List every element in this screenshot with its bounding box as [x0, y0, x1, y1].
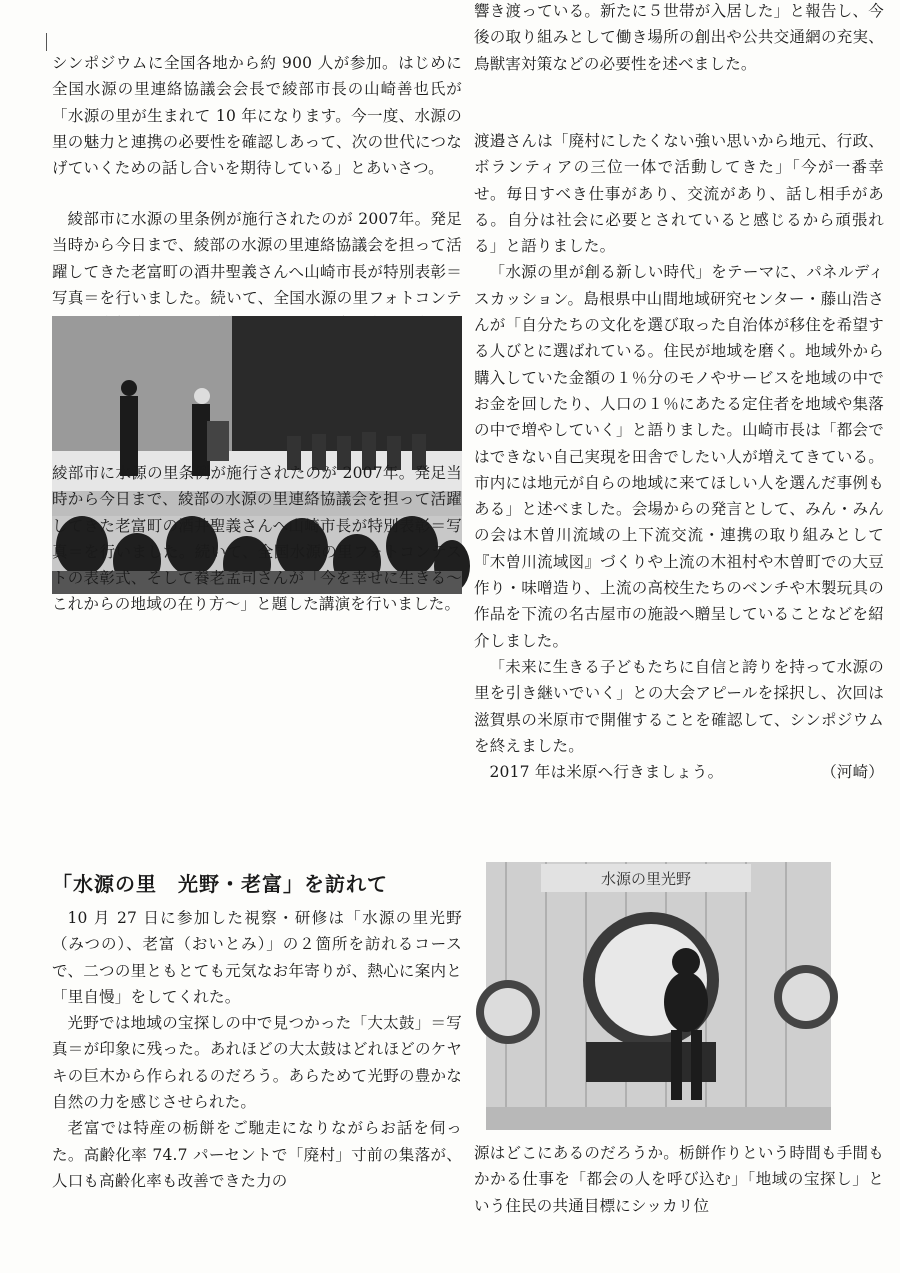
- taiko-drum-photo: [486, 862, 831, 1130]
- right-paragraph-3: 「未来に生きる子どもたちに自信と誇りを持って水源の里を引き継いでいく」との大会アピールを採択し、次回は滋賀県の米原市で開催することを確認して、シンポジウムを終えました。: [474, 657, 884, 755]
- right-paragraph-2: 「水源の里が創る新しい時代」をテーマに、パネルディスカッション。島根県中山間地域研究センター・藤山浩さんが「自分たちの文化を選び取った自治体が移住を希望する人びとに選ばれている。住民が地域を磨く。地域外から購入していた金額の１％分のモノやサービスを地域の中でお金を回したり、人口の１％にあたる定住者を地域や集落の中で増やしていく」と語りました。山崎市長は「都会ではできない自己実現を田舎でしたい人が増えてきている。市内には地元が自らの地域に来てほしい人を選んだ事例もある」と述べました。会場からの発言として、みん・みんの会は木曽川流域の上下流交流・連携の取り組みとして『木曽川流域図』づくりや上流の木祖村や木曽町での大豆作り・味噌造り、上流の高校生たちのベンチや木製玩具の作品を下流の名古屋市の施設へ贈呈していることなどを紹介しました。: [474, 263, 884, 650]
- section-heading: 「水源の里 光野・老富」を訪れて: [52, 872, 388, 896]
- drum-sign-text: 水源の里光野: [600, 870, 692, 888]
- left-paragraph-2b: 綾部市に水源の里条例が施行されたのが 2007年。発足当時から今日まで、綾部の水源の里連絡協議会を担って活躍してきた老富町の酒井聖義さんへ山崎市長が特別表彰＝写真＝を行いました。続いて、全国水源の里フォトコンテストの表彰式、そして養老孟司さんが「今を幸せに生きる～これからの地域の在り方～」と題した講演を行いました。: [52, 464, 462, 614]
- left-paragraph-3-continued: 響き渡っている。新たに５世帯が入居した」と報告し、今後の取り組みとして働き場所の創出や公共交通網の充実、鳥獣害対策などの必要性を述べました。: [474, 2, 884, 73]
- visit-paragraph-2: 光野では地域の宝探しの中で見つかった「大太鼓」＝写真＝が印象に残った。あれほどの大太鼓はどれほどのケヤキの巨木から作られるのだろう。あらためて光野の豊かな自然の力を感じさせられた。: [52, 1014, 462, 1112]
- right-paragraph-4: [474, 759, 884, 785]
- taiko-drum-illustration: [486, 862, 831, 1130]
- left-paragraph-2a: 綾部市に水源の里条例が施行されたのが 2007年。発足当時から今日まで、綾部の水源の里連絡協議会を担って活躍してきた老富町の酒井聖義さんへ山崎市長が特別表彰＝写真＝を行いました。続いて、全国水源の里フォトコンテ: [52, 210, 462, 307]
- visit-paragraph-1: 10 月 27 日に参加した視察・研修は「水源の里光野（みつの）、老富（おいとみ）」の２箇所を訪れるコースで、二つの里ともとても元気なお年寄りが、熱心に案内と「里自慢」をしてくれた。: [52, 909, 462, 1006]
- visit-paragraph-3-continued: 源はどこにあるのだろうか。栃餅作りという時間も手間もかかる仕事を「都会の人を呼び込む」「地域の宝探し」という住民の共通目標にシッカリ位: [474, 1144, 884, 1215]
- left-paragraph-1: シンポジウムに全国各地から約 900 人が参加。はじめに全国水源の里連絡協議会会長で綾部市長の山崎善也氏が「水源の里が生まれて 10 年になります。今一度、水源の里の魅力と連携の必要性を確認しあって、次の世代につなげていくための話し合いを期待している」とあいさつ。: [52, 54, 462, 178]
- closing-line: 2017 年は米原へ行きましょう。: [489, 763, 724, 782]
- visit-paragraph-3: 老富では特産の栃餅をご馳走になりながらお話を伺った。高齢化率 74.7 パーセントで「廃村」寸前の集落が、人口も高齢化率も改善できた力の: [52, 1119, 462, 1190]
- margin-mark: [46, 33, 49, 51]
- right-paragraph-1: 渡邉さんは「廃村にしたくない強い思いから地元、行政、ボランティアの三位一体で活動してきた」「今が一番幸せ。毎日すべき仕事があり、交流があり、話し相手がある。自分は社会に必要とされていると感じるから頑張れる」と語りました。: [474, 132, 884, 256]
- author-signature: （河崎）: [821, 763, 884, 782]
